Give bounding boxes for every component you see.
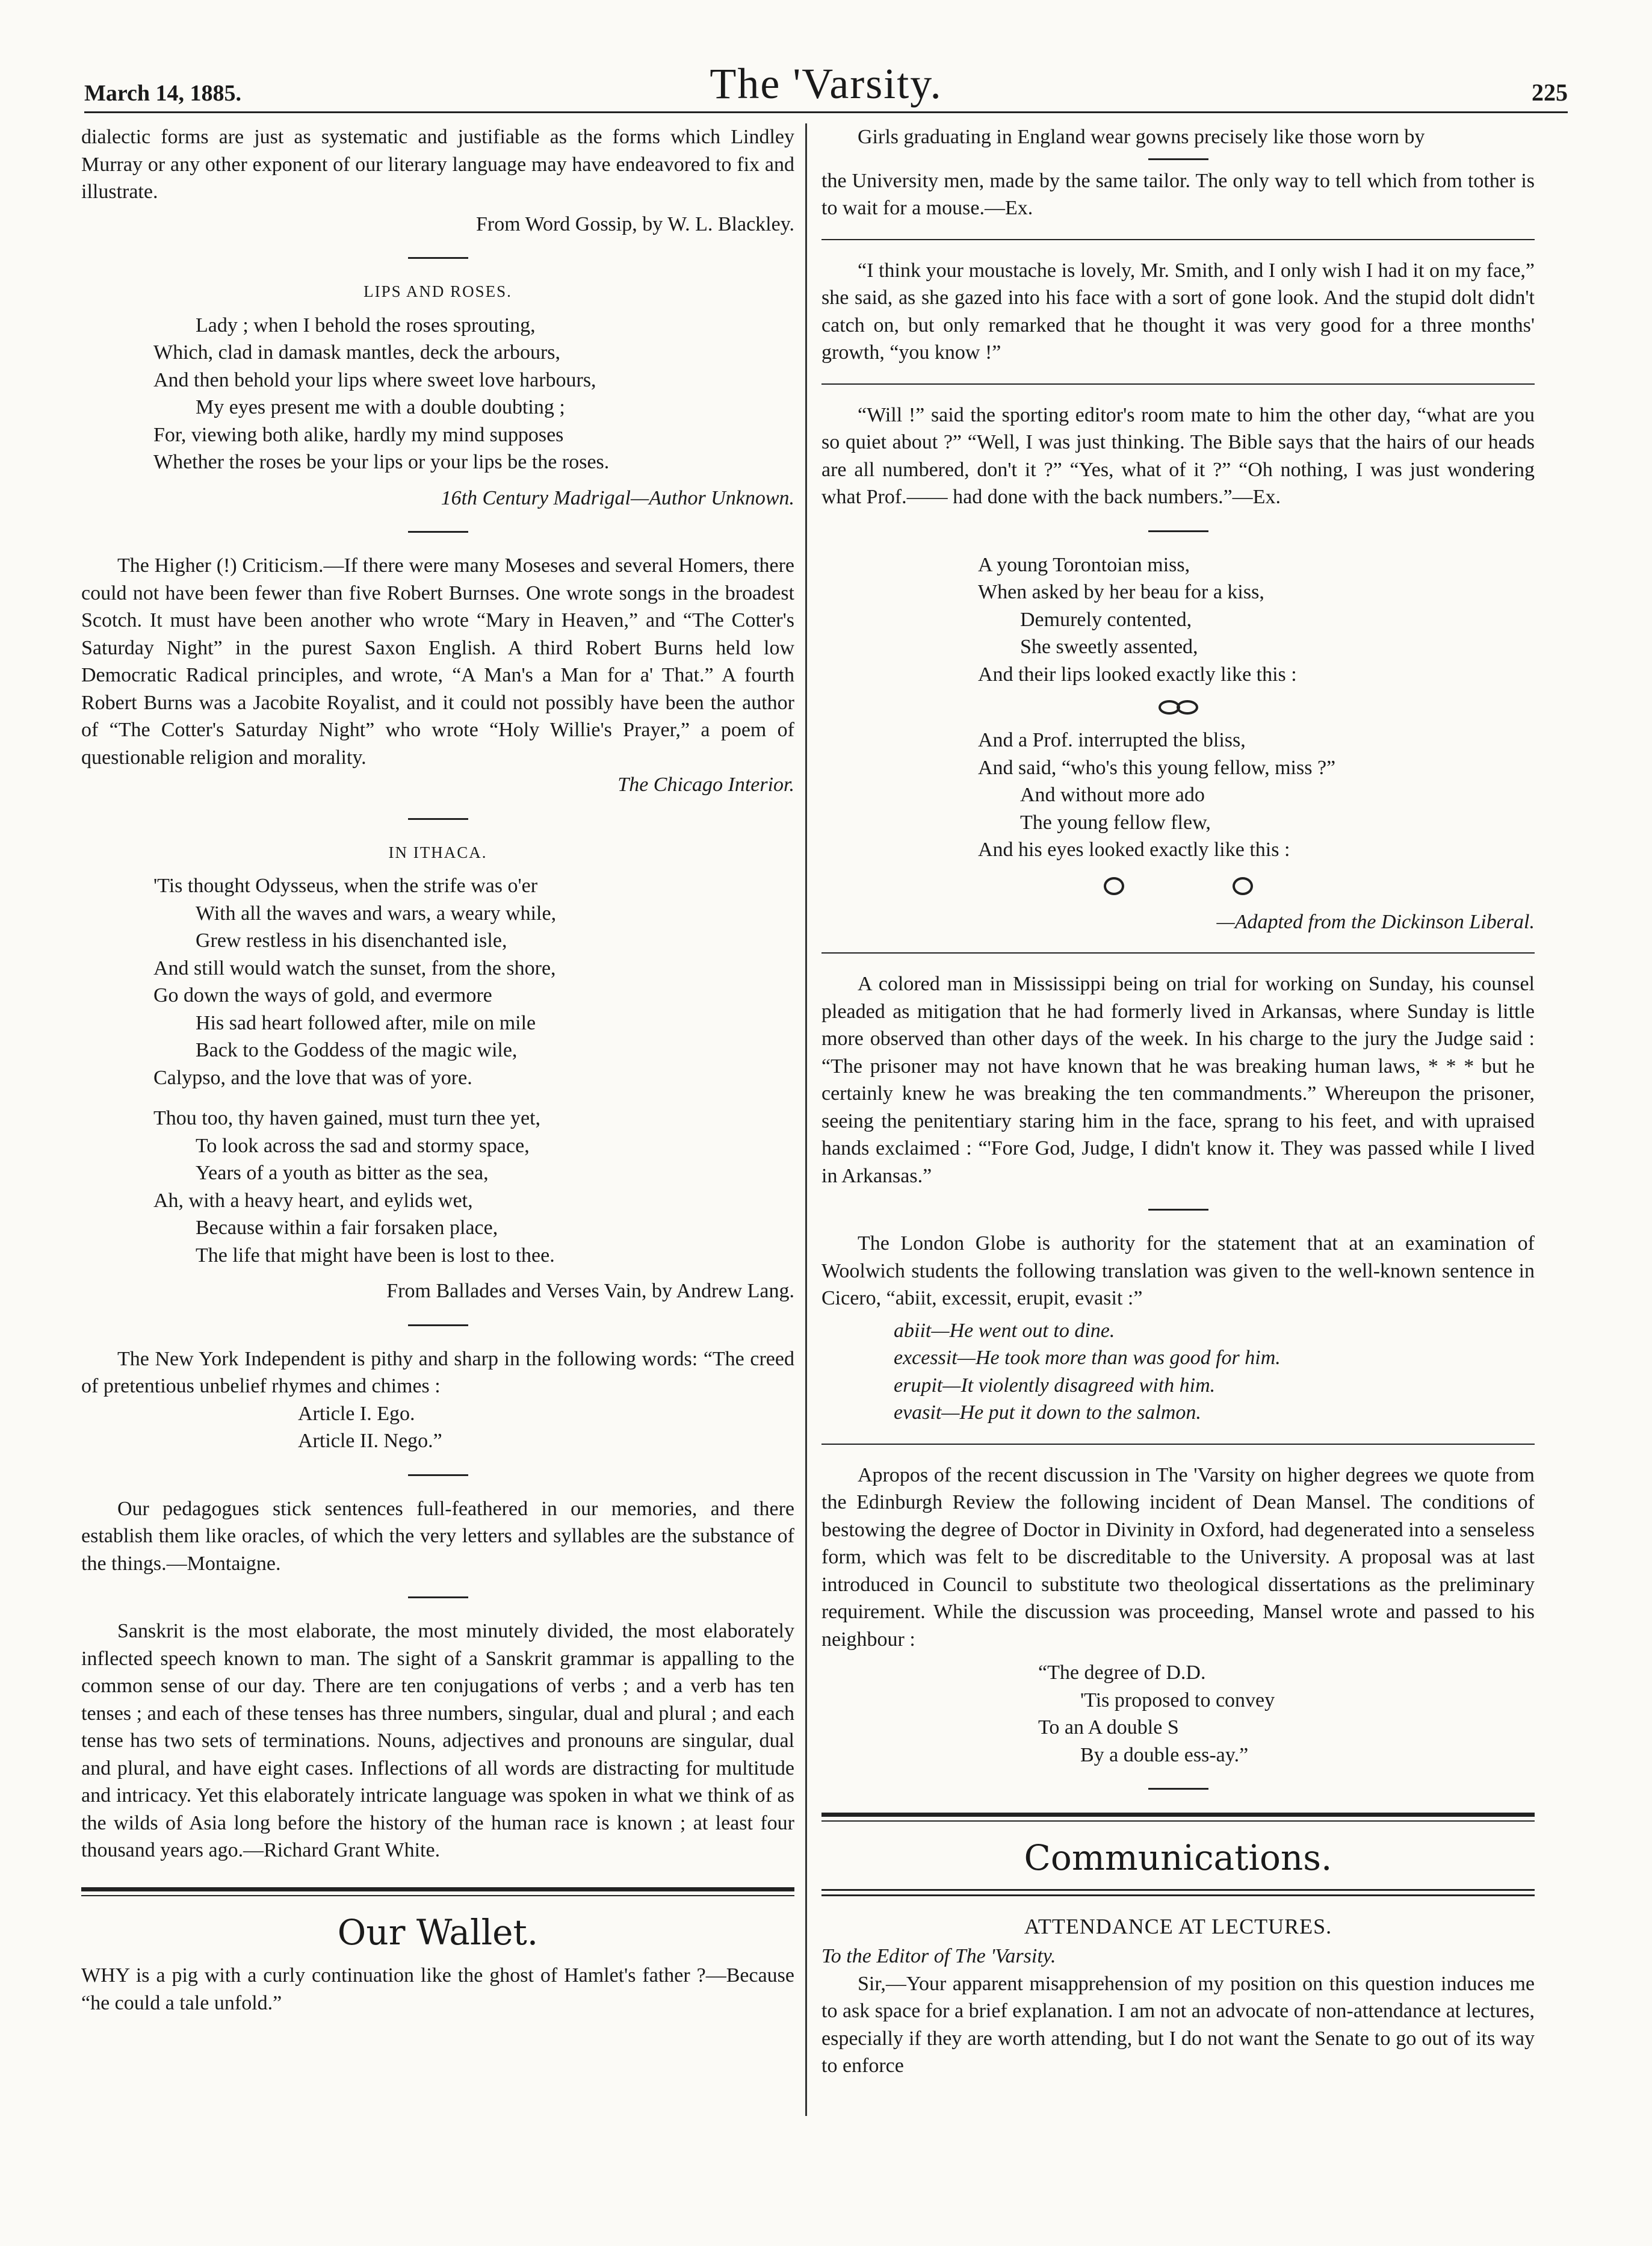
poem-line: And said, “who's this young fellow, miss ?” xyxy=(978,756,1336,779)
poem-title-lips-and-roses: LIPS AND ROSES. xyxy=(364,282,512,300)
poem-line: And then behold your lips where sweet love harbours, xyxy=(153,368,596,391)
poem-line: Back to the Goddess of the magic wile, xyxy=(196,1039,518,1061)
separator xyxy=(408,1324,468,1326)
poem-line: And a Prof. interrupted the bliss, xyxy=(978,729,1246,751)
poem-line: My eyes present me with a double doubting ; xyxy=(196,396,565,418)
attendance-heading: ATTENDANCE AT LECTURES. xyxy=(1024,1914,1332,1938)
lips-glyph xyxy=(821,700,1535,715)
poem-line: Thou too, thy haven gained, must turn thee yet, xyxy=(153,1107,541,1129)
separator xyxy=(821,239,1535,240)
poem-line: A young Torontoian miss, xyxy=(978,553,1190,576)
eyes-glyph xyxy=(821,877,1535,895)
mississippi-paragraph: A colored man in Mississippi being on trial for working on Sunday, his counsel pleaded as mitigation that he had formerly lived in Arkansas, where Sunday is little more observed than other days of the week. In his charge to the jury the Judge said : “The prisoner may not have known that he was breaking human laws, * * * but he certainly knew he was breaking the ten commandments.” Whereupon the prisoner, seeing the penitentiary staring him in the face, sprang to his feet, and with upraised hands exclaimed : “'Fore God, Judge, I didn't know it. They was passed while I lived in Arkansas.” xyxy=(821,973,1535,1187)
eye-ring xyxy=(1104,877,1124,895)
poem-line: When asked by her beau for a kiss, xyxy=(978,581,1264,603)
poem-line: His sad heart followed after, mile on mile xyxy=(196,1011,536,1034)
eye-ring xyxy=(1233,877,1253,895)
lip-ring xyxy=(1177,700,1198,715)
publication-title: The 'Varsity. xyxy=(710,60,942,108)
poem-line: And their lips looked exactly like this : xyxy=(978,663,1297,686)
translation-line: evasit—He put it down to the salmon. xyxy=(894,1401,1201,1424)
translation-line: excessit—He took more than was good for him. xyxy=(894,1347,1281,1369)
masthead xyxy=(84,57,1568,113)
independent-paragraph: The New York Independent is pithy and sharp in the following words: “The creed of pretentious unbelief rhymes and chimes : xyxy=(81,1347,794,1397)
moustache-paragraph: “I think your moustache is lovely, Mr. Smith, and I only wish I had it on my face,” she said, as she gazed into his face with a sort of gone look. And the stupid dolt didn't catch on, but only remarked that he thought it was very good for a three months' growth, “you know !” xyxy=(821,259,1535,364)
poem-line: Which, clad in damask mantles, deck the arbours, xyxy=(153,341,560,364)
section-rule xyxy=(821,1889,1535,1896)
separator xyxy=(1148,1788,1208,1790)
poem-line: Go down the ways of gold, and evermore xyxy=(153,984,492,1007)
separator xyxy=(1148,530,1208,532)
poem-line: For, viewing both alike, hardly my mind supposes xyxy=(153,423,564,446)
poem-line: To look across the sad and stormy space, xyxy=(196,1134,530,1157)
separator xyxy=(408,1474,468,1476)
poem-line: Grew restless in his disenchanted isle, xyxy=(196,929,507,952)
separator xyxy=(408,818,468,820)
poem-line: 'Tis thought Odysseus, when the strife was o'er xyxy=(153,875,538,897)
london-globe-paragraph: The London Globe is authority for the statement that at an examination of Woolwich students the following translation was given to the well-known sentence in Cicero, “abiit, excessit, erupit, evasit :” xyxy=(821,1232,1535,1309)
our-wallet-heading: Our Wallet. xyxy=(337,1911,539,1953)
separator xyxy=(408,531,468,533)
attendance-letter-body: Sir,—Your apparent misapprehension of my position on this question induces me to ask space for a brief explanation. I am not an advocate of non-attendance at lectures, especially if they are worth attending, but I do not want the Senate to go out of its way to enforce xyxy=(821,1972,1535,2077)
separator xyxy=(1148,1209,1208,1211)
poem-line: “The degree of D.D. xyxy=(1038,1661,1206,1684)
letter-salutation: To the Editor of The 'Varsity. xyxy=(821,1945,1056,1967)
dickinson-attribution: —Adapted from the Dickinson Liberal. xyxy=(1216,910,1535,933)
montaigne-paragraph: Our pedagogues stick sentences full-feathered in our memories, and there establish them like oracles, of which the very letters and syllables are the substance of the things.—Montaigne. xyxy=(81,1497,794,1575)
cicero-translations xyxy=(894,1317,1535,1427)
section-rule xyxy=(81,1887,794,1896)
poem-line: And without more ado xyxy=(1020,784,1205,806)
article-two: Article II. Nego.” xyxy=(298,1430,442,1452)
poem-line: Years of a youth as bitter as the sea, xyxy=(196,1162,489,1184)
sporting-editor-paragraph: “Will !” said the sporting editor's room mate to him the other day, “what are you so quiet about ?” “Well, I was just thinking. The Bible says that the hairs of our heads are all numbered, don't it ?” “Yes, what of it ?” “Oh nothing, I was just wondering what Prof.—— had done with the back numbers.”—Ex. xyxy=(821,403,1535,508)
separator xyxy=(408,257,468,259)
poem-line: Lady ; when I behold the roses sprouting, xyxy=(196,314,536,337)
translation-line: abiit—He went out to dine. xyxy=(894,1319,1115,1342)
poem-line: Demurely contented, xyxy=(1020,608,1192,631)
madrigal-attribution: 16th Century Madrigal—Author Unknown. xyxy=(441,486,794,509)
separator xyxy=(821,383,1535,385)
poem-line: The life that might have been is lost to thee. xyxy=(196,1244,555,1267)
word-gossip-paragraph: dialectic forms are just as systematic and justifiable as the forms which Lindley Murray or any other exponent of our literary language may have endeavored to fix and illustrate. xyxy=(81,126,794,203)
poem-prof-interrupted xyxy=(978,727,1535,864)
column-divider xyxy=(805,123,807,2116)
higher-criticism-paragraph: The Higher (!) Criticism.—If there were many Moseses and several Homers, there could not have been fewer than five Robert Burnses. One wrote songs in the broadest Scotch. It must have been another who wrote “Mary in Heaven,” and “The Cotter's Saturday Night” in the purest Saxon English. A third Robert Burns held low Democratic Radical principles, and wrote, “A Man's a Man for a' That.” A fourth Robert Burns was a Jacobite Royalist, and it could not possibly have been the author of “The Cotter's Saturday Night” who wrote “Holy Willie's Prayer,” a poem of questionable religion and morality. xyxy=(81,554,794,769)
poem-line: Calypso, and the love that was of yore. xyxy=(153,1066,472,1089)
poem-line: She sweetly assented, xyxy=(1020,636,1198,658)
chicago-interior-attribution: The Chicago Interior. xyxy=(617,774,794,796)
page-number: 225 xyxy=(1532,79,1568,106)
poem-line: With all the waves and wars, a weary while, xyxy=(196,902,557,925)
girls-gowns-paragraph: Girls graduating in England wear gowns precisely like those worn by xyxy=(858,126,1425,148)
section-rule xyxy=(821,1813,1535,1822)
left-column xyxy=(81,123,794,2017)
word-gossip-attribution: From Word Gossip, by W. L. Blackley. xyxy=(476,213,794,235)
issue-date: March 14, 1885. xyxy=(84,81,242,106)
poem-degree-dd xyxy=(1038,1659,1535,1769)
poem-line: To an A double S xyxy=(1038,1716,1179,1739)
separator xyxy=(1148,158,1208,160)
translation-line: erupit—It violently disagreed with him. xyxy=(894,1374,1216,1397)
poem-line: And his eyes looked exactly like this : xyxy=(978,839,1290,861)
poem-line: Ah, with a heavy heart, and eylids wet, xyxy=(153,1189,473,1212)
poem-line: By a double ess-ay.” xyxy=(1080,1743,1249,1766)
andrew-lang-attribution: From Ballades and Verses Vain, by Andrew Lang. xyxy=(386,1280,794,1302)
poem-line: 'Tis proposed to convey xyxy=(1080,1689,1275,1711)
poem-line: Because within a fair forsaken place, xyxy=(196,1217,498,1239)
poem-line: Whether the roses be your lips or your lips be the roses. xyxy=(153,451,610,473)
right-column xyxy=(821,123,1535,2080)
poem-torontoian-miss xyxy=(978,551,1535,689)
poem-in-ithaca xyxy=(153,872,794,1269)
separator xyxy=(408,1596,468,1598)
poem-line: And still would watch the sunset, from the shore, xyxy=(153,957,556,979)
poem-line: The young fellow flew, xyxy=(1020,811,1211,834)
poem-lips-and-roses xyxy=(153,312,794,476)
sanskrit-paragraph: Sanskrit is the most elaborate, the most minutely divided, the most elaborately inflected speech known to man. The sight of a Sanskrit grammar is appalling to the common sense of our day. There are ten conjugations of verbs ; and a verb has ten tenses ; and each of these tenses has three numbers, singular, dual and plural ; and each tense has two sets of terminations. Nouns, adjectives and pronouns are singular, dual and plural, and have eight cases. Inflections of all words are distracting for multitude and intricacy. Yet this elaborately intricate language was spoken in what we think of as the wilds of Asia long before the history of the human race is known ; at least four thousand years ago.—Richard Grant White. xyxy=(81,1620,794,1861)
separator xyxy=(821,1444,1535,1445)
communications-heading: Communications. xyxy=(1024,1837,1332,1878)
article-one: Article I. Ego. xyxy=(298,1402,415,1425)
separator xyxy=(821,952,1535,954)
pig-joke-paragraph: WHY is a pig with a curly continuation like the ghost of Hamlet's father ?—Because “he could a tale unfold.” xyxy=(81,1964,794,2014)
poem-title-in-ithaca: IN ITHACA. xyxy=(388,843,487,861)
dean-mansel-paragraph: Apropos of the recent discussion in The 'Varsity on higher degrees we quote from the Edinburgh Review the following incident of Dean Mansel. The conditions of bestowing the degree of Doctor in Divinity in Oxford, had degenerated into a senseless form, which was felt to be discreditable to the University. A proposal was at last introduced in Council to substitute two theological dissertations as the preliminary requirement. While the discussion was proceeding, Mansel wrote and passed to his neighbour : xyxy=(821,1463,1535,1651)
girls-gowns-continued: the University men, made by the same tailor. The only way to tell which from tother is to wait for a mouse.—Ex. xyxy=(821,169,1535,219)
